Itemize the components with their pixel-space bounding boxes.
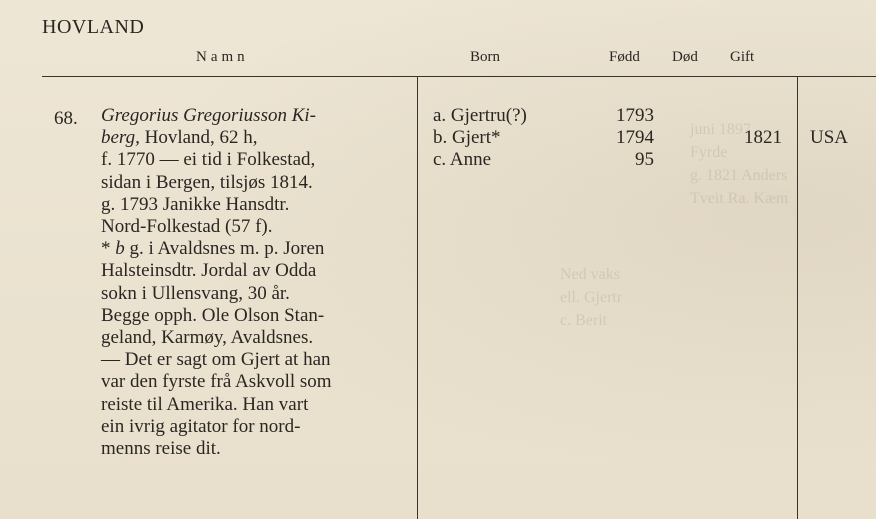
entry-line: sokn i Ullensvang, 30 år. <box>101 282 290 304</box>
child-born: 95 <box>635 149 654 171</box>
entry-number: 68. <box>54 108 78 129</box>
entry-line: — Det er sagt om Gjert at han <box>101 349 331 371</box>
column-header-fodd: Fødd <box>609 49 640 65</box>
entry-line: geland, Karmøy, Avaldsnes. <box>101 327 314 349</box>
children-destination <box>810 105 848 149</box>
bleed-through-text: juni 1897 Fyrde g. 1821 Anders Tveit Ra. Kæm <box>690 121 789 207</box>
child-name: a. Gjertru(?) <box>433 105 527 126</box>
note-italic: b <box>115 238 125 260</box>
column-divider-namn-born <box>417 76 418 519</box>
entry-line: Halsteinsdtr. Jordal av Odda <box>101 260 317 282</box>
entry-line <box>101 127 411 149</box>
child-name: b. Gjert* <box>433 127 501 149</box>
note-prefix: * <box>101 238 116 260</box>
entry-line: Nord-Folkestad (57 f). <box>101 216 273 238</box>
child-name: c. Anne <box>433 149 492 171</box>
entry-line <box>101 105 411 127</box>
column-header-dod: Død <box>672 49 698 65</box>
entry-line: ein ivrig agitator for nord- <box>101 415 301 437</box>
child-born: 1793 <box>616 105 654 126</box>
header-rule <box>42 76 876 77</box>
section-title: HOVLAND <box>42 16 145 38</box>
child-married-empty <box>738 105 782 127</box>
column-header-namn: Namn <box>196 49 249 65</box>
entry-line: g. 1793 Janikke Hansdtr. <box>101 193 290 215</box>
column-header-gift: Gift <box>730 49 755 65</box>
entry-name: Gregorius Gregoriusson Ki- <box>101 105 316 126</box>
note-rest: g. i Avaldsnes m. p. Joren <box>124 238 325 260</box>
entry-farm: Hovland, 62 h, <box>139 127 258 149</box>
children-married-years <box>738 105 782 149</box>
entry-line: menns reise dit. <box>101 438 221 460</box>
child-married: 1821 <box>744 127 782 149</box>
entry-line: var den fyrste frå Askvoll som <box>101 371 332 393</box>
bleed-through-text-2: Ned vaks ell. Gjertr c. Berit <box>560 266 623 329</box>
entry-text <box>101 105 411 460</box>
child-destination-empty <box>810 105 848 127</box>
child-born: 1794 <box>616 127 654 149</box>
children-names <box>433 105 527 172</box>
entry-line: f. 1770 — ei tid i Folkestad, <box>101 149 316 171</box>
entry-line: Begge opph. Ole Olson Stan- <box>101 304 325 326</box>
column-header-born: Born <box>470 49 500 65</box>
child-destination: USA <box>810 127 849 149</box>
column-divider-gift-right <box>797 76 798 519</box>
entry-note-line <box>101 238 411 260</box>
entry-line: sidan i Bergen, tilsjøs 1814. <box>101 171 313 193</box>
entry-name-cont: berg, <box>101 127 140 149</box>
children-born-years <box>598 105 654 172</box>
entry-line: reiste til Amerika. Han vart <box>101 393 309 415</box>
